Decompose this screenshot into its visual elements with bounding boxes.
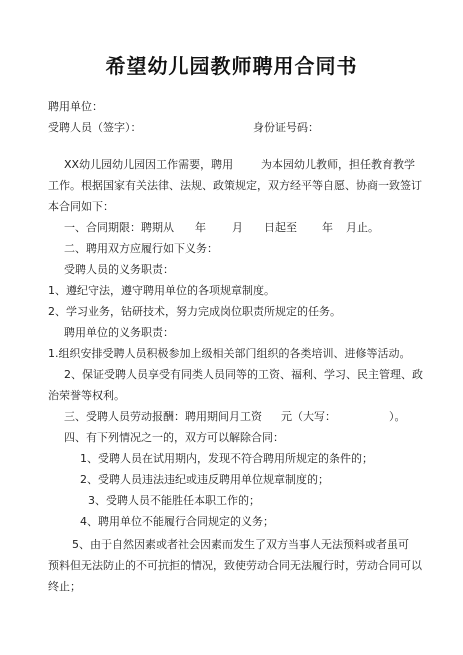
section-4-heading: 四、有下列情况之一的，双方可以解除合同：: [64, 431, 284, 444]
section-3-label: 三、受聘人员劳动报酬：聘用期间月工资: [64, 410, 262, 423]
employer-duty-2a: 2、保证受聘人员享受有同类人员同等的工资、福利、学习、民主管理、政: [64, 368, 423, 381]
termination-condition-4: 4、聘用单位不能履行合同规定的义务；: [80, 515, 274, 528]
term-month-1: 月: [232, 221, 243, 234]
term-year-1: 年: [195, 221, 206, 234]
intro-line-1b: 为本园幼儿教师，担任教育教学: [261, 158, 415, 171]
section-2-heading: 二、聘用双方应履行如下义务：: [64, 242, 218, 255]
id-number-label: 身份证号码：: [253, 121, 319, 134]
employer-duty-2b: 治荣誉等权利。: [48, 389, 125, 402]
employee-signature-label: 受聘人员（签字）：: [48, 121, 142, 134]
term-day-1: 日起至: [264, 221, 297, 234]
salary-close-paren: ）。: [389, 410, 406, 423]
employer-duty-1: 1.组织安排受聘人员积极参加上级相关部门组织的各类培训、进修等活动。: [48, 347, 411, 360]
termination-condition-2: 2、受聘人员违法违纪或违反聘用单位规章制度的；: [80, 473, 329, 486]
termination-condition-1: 1、受聘人员在试用期内，发现不符合聘用所规定的条件的；: [80, 452, 373, 465]
employee-duty-1: 1、遵纪守法，遵守聘用单位的各项规章制度。: [48, 284, 275, 297]
intro-line-1a: XX幼儿园幼儿园因工作需要，聘用: [64, 158, 234, 171]
intro-line-2: 工作。根据国家有关法律、法规、政策规定，双方经平等自愿、协商一致签订: [48, 179, 422, 192]
term-label: 一、合同期限：聘期从: [64, 221, 174, 234]
termination-condition-5b: 预料但无法防止的不可抗拒的情况，致使劳动合同无法履行时，劳动合同可以: [48, 559, 422, 572]
termination-condition-3: 3、受聘人员不能胜任本职工作的；: [88, 494, 260, 507]
employer-duties-title: 聘用单位的义务职责：: [64, 326, 174, 339]
employer-label: 聘用单位：: [48, 100, 103, 113]
intro-line-3: 本合同如下：: [48, 200, 114, 213]
term-month-2: 月止。: [346, 221, 379, 234]
term-year-2: 年: [322, 221, 333, 234]
termination-condition-5a: 5、由于自然因素或者社会因素而发生了双方当事人无法预料或者虽可: [72, 538, 409, 551]
salary-words-label: 元（大写：: [281, 410, 336, 423]
employee-duty-2: 2、学习业务，钻研技术，努力完成岗位职责所规定的任务。: [48, 305, 341, 318]
document-title: 希望幼儿园教师聘用合同书: [105, 54, 358, 78]
termination-condition-5c: 终止；: [48, 580, 81, 593]
employee-duties-title: 受聘人员的义务职责：: [64, 263, 174, 276]
